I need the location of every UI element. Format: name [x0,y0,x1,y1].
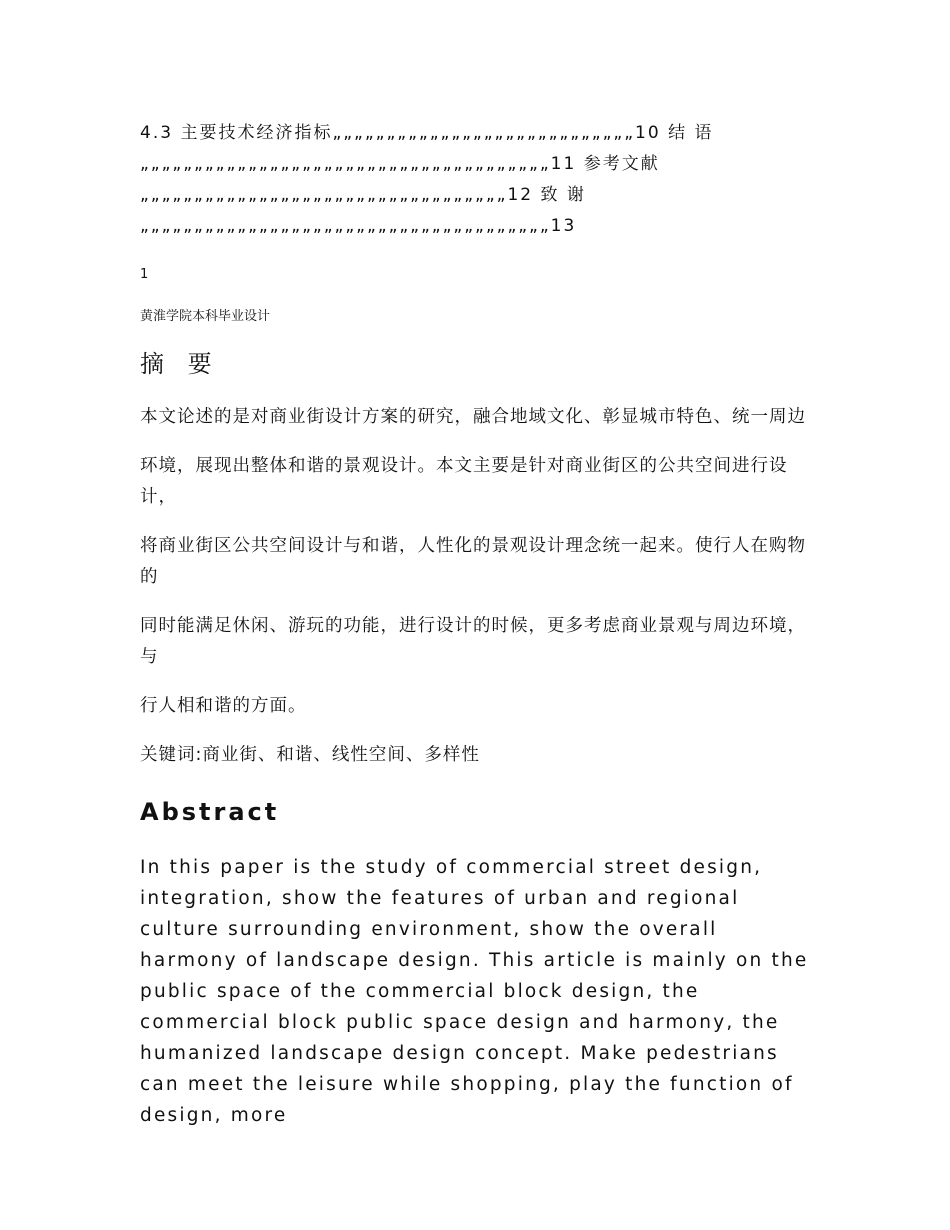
chinese-abstract-title: 摘 要 [140,350,220,378]
chinese-abstract-paragraph: 环境，展现出整体和谐的景观设计。本文主要是针对商业街区的公共空间进行设计， [140,456,788,507]
table-of-contents: 4.3 主要技术经济指标„„„„„„„„„„„„„„„„„„„„„„„„„„„„10 结 语 „„„„„„„„„„„„„„„„„„„„„„„„„„„„„„„„„„„„„„11 参考文献 „„„„„„„„„„„„„„„„„„„„„„„„„„„„„„„„„„12 致 谢 „„„„„„„„„„„„„„„„„„„„„„„„„„„„„„„„„„„„„„13 [140,123,714,236]
chinese-abstract-paragraph: 本文论述的是对商业街设计方案的研究，融合地域文化、彰显城市特色、统一周边 [140,407,806,427]
english-abstract-body: In this paper is the study of commercial street design, integration, show the features of urban and regional culture surrounding environment, show the overall harmony of landscape design. This article is mainly on the public space of the commercial block design, the commercial block public space design and harmony, the humanized landscape design concept. Make pedestrians can meet the leisure while shopping, play the function of design, more [140,857,809,1126]
document-page [140,118,812,1131]
keywords: 关键词:商业街、和谐、线性空间、多样性 [140,745,480,765]
running-header: 黄淮学院本科毕业设计 [140,309,271,324]
chinese-abstract-paragraph: 同时能满足休闲、游玩的功能，进行设计的时候，更多考虑商业景观与周边环境，与 [140,616,806,667]
page-number: 1 [140,267,149,282]
chinese-abstract-paragraph: 行人相和谐的方面。 [140,696,307,716]
english-abstract-title: Abstract [140,798,280,826]
chinese-abstract-paragraph: 将商业街区公共空间设计与和谐，人性化的景观设计理念统一起来。使行人在购物的 [140,536,806,587]
